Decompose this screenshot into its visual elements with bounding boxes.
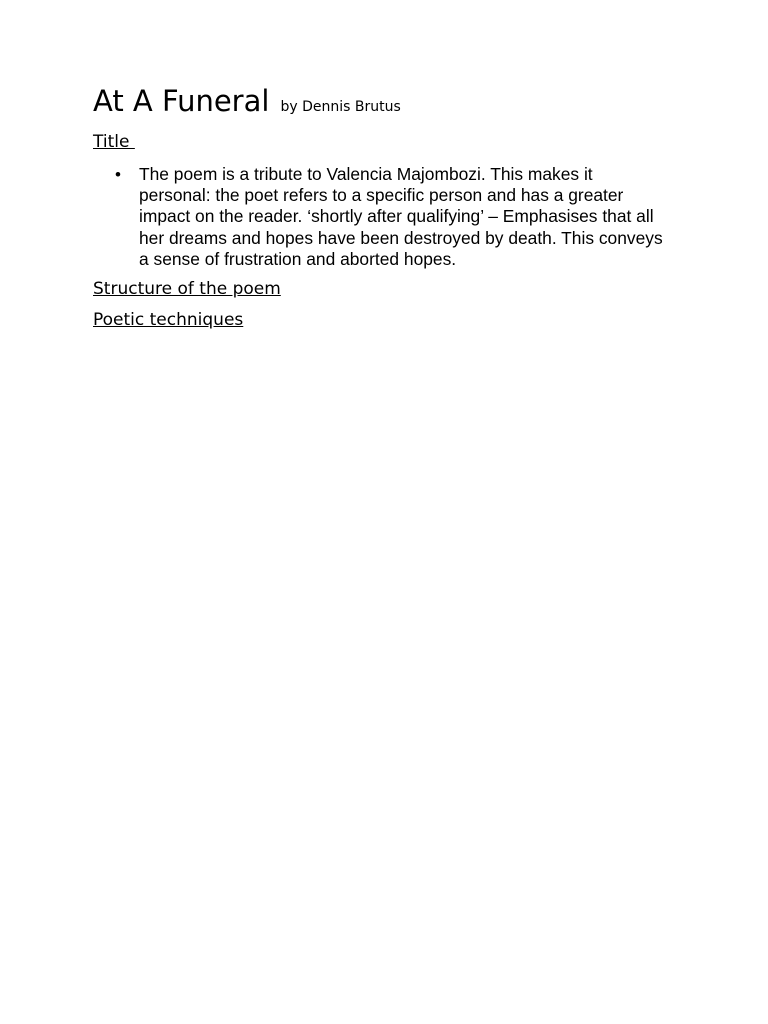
document-author: by Dennis Brutus (280, 99, 401, 115)
bullet-marker: • (115, 165, 121, 184)
document-title: At A Funeral (93, 84, 270, 118)
title-bullet-list (93, 164, 663, 270)
section-heading-title: Title (93, 132, 135, 152)
bullet-text: The poem is a tribute to Valencia Majombozi. This makes it personal: the poet refers to a specific person and has a greater impact on the reader. ‘shortly after qualifying’ – Emphasises that all her dreams and hopes have been destroyed by death. This conveys a sense of frustration and aborted hopes. (139, 164, 663, 269)
section-heading-structure: Structure of the poem (93, 279, 281, 299)
title-line (93, 84, 401, 118)
section-heading-poetic-techniques: Poetic techniques (93, 310, 244, 330)
bullet-item (93, 164, 663, 270)
